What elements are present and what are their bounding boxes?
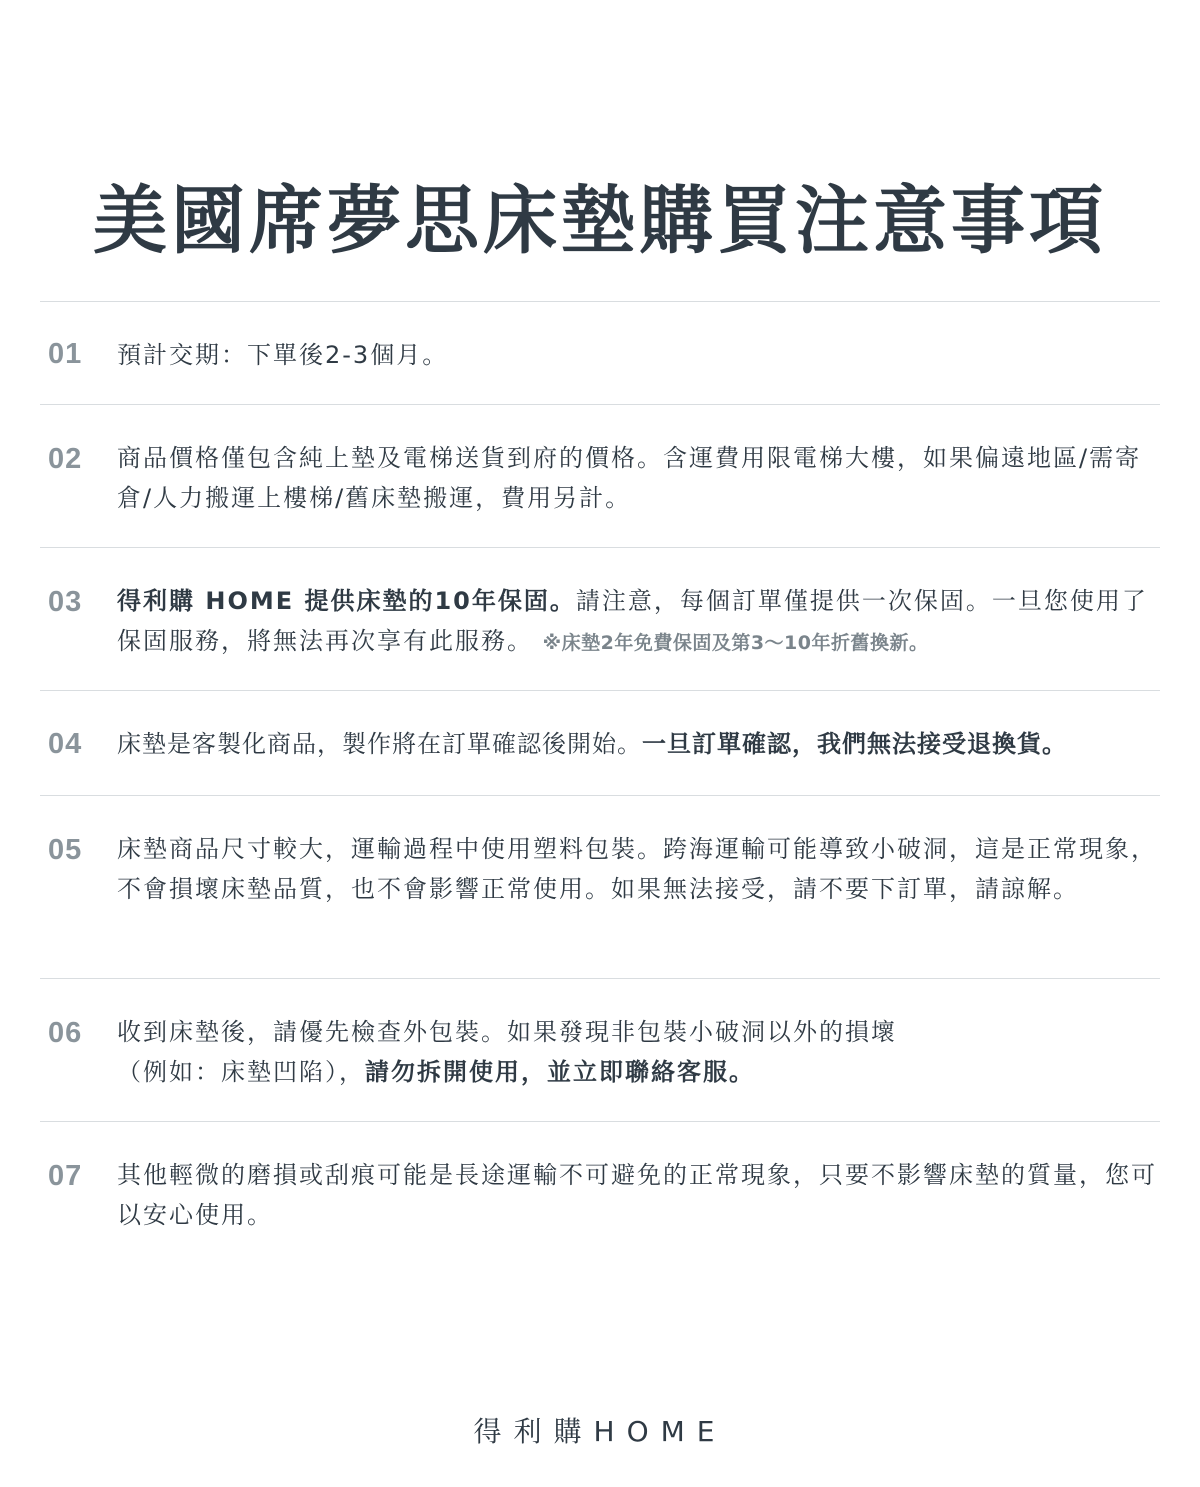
list-item: [40, 690, 1160, 795]
list-item: [40, 795, 1160, 978]
item-text: [117, 581, 1160, 663]
item-number: 07: [48, 1160, 83, 1192]
list-item: [40, 978, 1160, 1121]
item-text: 預計交期：下單後2-3個月。: [117, 341, 449, 369]
item-note: ※床墊2年免費保固及第3～10年折舊換新。: [542, 632, 929, 654]
notice-list: [40, 301, 1160, 1264]
item-text: 床墊商品尺寸較大，運輸過程中使用塑料包裝。跨海運輸可能導致小破洞，這是正常現象，不會損壞床墊品質，也不會影響正常使用。如果無法接受，請不要下訂單，請諒解。: [117, 835, 1157, 903]
item-number: 01: [48, 338, 83, 370]
item-text: 其他輕微的磨損或刮痕可能是長途運輸不可避免的正常現象，只要不影響床墊的質量，您可以安心使用。: [117, 1161, 1157, 1229]
item-bold-text: 得利購 HOME 提供床墊的10年保固。: [117, 587, 576, 615]
item-body-text: 床墊是客製化商品，製作將在訂單確認後開始。: [117, 730, 642, 758]
item-body-text: 收到床墊後，請優先檢查外包裝。如果發現非包裝小破洞以外的損壞: [117, 1018, 897, 1046]
item-number: 04: [48, 728, 83, 760]
item-bold-text: 請勿拆開使用，並立即聯絡客服。: [365, 1058, 755, 1086]
item-text: [117, 724, 1177, 764]
list-item: [40, 1121, 1160, 1264]
item-text: [117, 1012, 1160, 1092]
item-number: 02: [48, 443, 83, 475]
item-body-text-2: （例如：床墊凹陷），: [117, 1058, 365, 1086]
item-body-text: 請注意，每個訂單僅提供一次保固。一旦您使用了保固服務，將無法再次享有此服務。: [117, 587, 1148, 655]
item-text: 商品價格僅包含純上墊及電梯送貨到府的價格。含運費用限電梯大樓，如果偏遠地區/需寄倉/人力搬運上樓梯/舊床墊搬運，費用另計。: [117, 444, 1142, 512]
item-number: 03: [48, 586, 83, 618]
item-bold-text: 一旦訂單確認，我們無法接受退換貨。: [642, 730, 1067, 758]
page-title: 美國席夢思床墊購買注意事項: [93, 178, 1107, 264]
list-item: [40, 404, 1160, 547]
item-number: 05: [48, 834, 83, 866]
list-item: [40, 547, 1160, 690]
footer-brand: 得利購HOME: [473, 1415, 727, 1448]
list-item: [40, 301, 1160, 404]
item-number: 06: [48, 1017, 83, 1049]
